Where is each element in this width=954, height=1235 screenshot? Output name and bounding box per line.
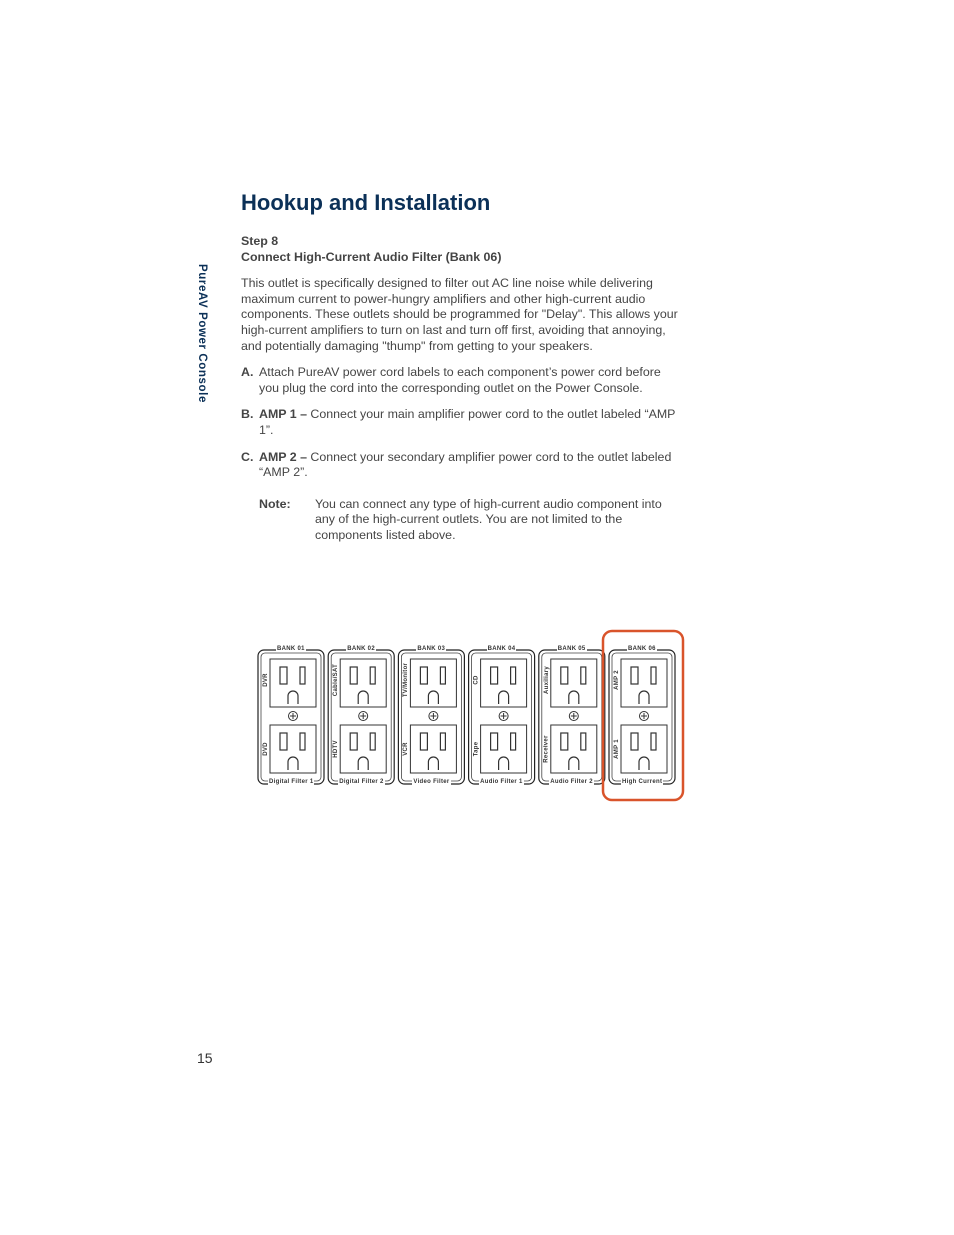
outlet-bottom-label: Receiver (544, 735, 551, 763)
outlet-bottom-label: VCR (403, 742, 410, 756)
outlet-slot (511, 667, 516, 684)
outlet-banks-graphic (254, 628, 694, 803)
outlet-slot (561, 733, 568, 750)
outlet-top (340, 659, 386, 707)
outlet-banks-diagram (254, 628, 694, 803)
bank-label: BANK 02 (347, 646, 375, 652)
outlet-slot (651, 733, 656, 750)
outlet-slot (350, 733, 357, 750)
note-label: Note: (259, 496, 291, 511)
outlet-slot (511, 733, 516, 750)
step-intro: This outlet is specifically designed to filter out AC line noise while delivering maximum current to power-hungry amplifiers and other high-current audio components. These outlets should be programmed for "Delay". This allows your high-current amplifiers to turn on last and turn off first, avoiding that annoying, and potentially damaging "thump" from getting to your speakers. (241, 276, 678, 353)
sidebar-product-label: PureAV Power Console (196, 264, 208, 403)
outlet-slot (631, 667, 638, 684)
item-text: Connect your secondary amplifier power cord to the outlet labeled “AMP 2”. (259, 449, 672, 480)
outlet-top-label: DVR (262, 673, 269, 687)
bank-label: BANK 03 (417, 646, 446, 652)
outlet-bottom (621, 725, 667, 773)
outlet-slot (440, 667, 445, 684)
outlet-slot (581, 667, 586, 684)
item-text: Attach PureAV power cord labels to each component’s power cord before you plug the cord into the corresponding outlet on the Power Console. (259, 365, 661, 395)
outlet-bottom (481, 725, 527, 773)
outlet-bottom (340, 725, 386, 773)
outlet-bottom (410, 725, 456, 773)
outlet-slot (300, 733, 305, 750)
outlet-bottom (551, 725, 597, 773)
item-lead: AMP 2 – (259, 449, 307, 464)
note (259, 497, 681, 544)
note-text: You can connect any type of high-current audio component into any of the high-current outlets. You are not limited to the components listed above. (315, 496, 662, 542)
outlet-slot (280, 667, 287, 684)
outlet-slot (280, 733, 287, 750)
outlet-bottom-label: DVD (262, 742, 269, 756)
step-number: Step 8 (241, 234, 279, 248)
outlet-slot (440, 733, 445, 750)
outlet-bottom (270, 725, 316, 773)
outlet-slot (300, 667, 305, 684)
outlet-slot (651, 667, 656, 684)
step-section (241, 234, 681, 544)
page-number: 15 (197, 1050, 213, 1066)
outlet-slot (370, 667, 375, 684)
instruction-item-b (241, 407, 681, 438)
outlet-bottom-label: Tape (473, 741, 480, 757)
outlet-top-label: CD (473, 675, 480, 685)
bank-label: BANK 05 (557, 646, 586, 652)
instruction-item-c (241, 450, 681, 481)
filter-label: Audio Filter 1 (480, 779, 523, 785)
filter-label: Audio Filter 2 (550, 779, 593, 785)
outlet-bottom-label: AMP 1 (613, 739, 620, 759)
outlet-slot (420, 733, 427, 750)
outlet-top (410, 659, 456, 707)
outlet-top (621, 659, 667, 707)
outlet-bottom-label: HDTV (332, 740, 339, 758)
outlet-slot (491, 733, 498, 750)
instruction-item-a (241, 365, 681, 396)
outlet-slot (420, 667, 427, 684)
outlet-slot (561, 667, 568, 684)
outlet-slot (491, 667, 498, 684)
item-text: Connect your main amplifier power cord to the outlet labeled “AMP 1”. (259, 407, 676, 437)
filter-label: Digital Filter 2 (339, 779, 384, 785)
outlet-top (481, 659, 527, 707)
outlet-top-label: Cable/SAT (333, 663, 340, 697)
outlet-slot (370, 733, 375, 750)
outlet-top-label: AMP 2 (613, 670, 620, 690)
outlet-top-label: Auxiliary (543, 665, 550, 695)
bank-label: BANK 01 (277, 646, 305, 652)
outlet-top (551, 659, 597, 707)
step-title: Connect High-Current Audio Filter (Bank 06) (241, 249, 502, 264)
outlet-top (270, 659, 316, 707)
filter-label: Video Filter (413, 779, 450, 785)
bank-label: BANK 06 (628, 646, 656, 652)
outlet-top-label: TV/Monitor (403, 662, 410, 698)
bank-label: BANK 04 (487, 646, 516, 652)
item-letter: A. (241, 365, 254, 380)
outlet-slot (631, 733, 638, 750)
outlet-slot (581, 733, 586, 750)
item-letter: B. (241, 407, 254, 422)
filter-label: Digital Filter 1 (269, 779, 314, 785)
item-letter: C. (241, 449, 254, 464)
filter-label: High Current (622, 779, 663, 785)
outlet-slot (350, 667, 357, 684)
item-lead: AMP 1 – (259, 407, 307, 422)
page-title: Hookup and Installation (241, 190, 491, 215)
